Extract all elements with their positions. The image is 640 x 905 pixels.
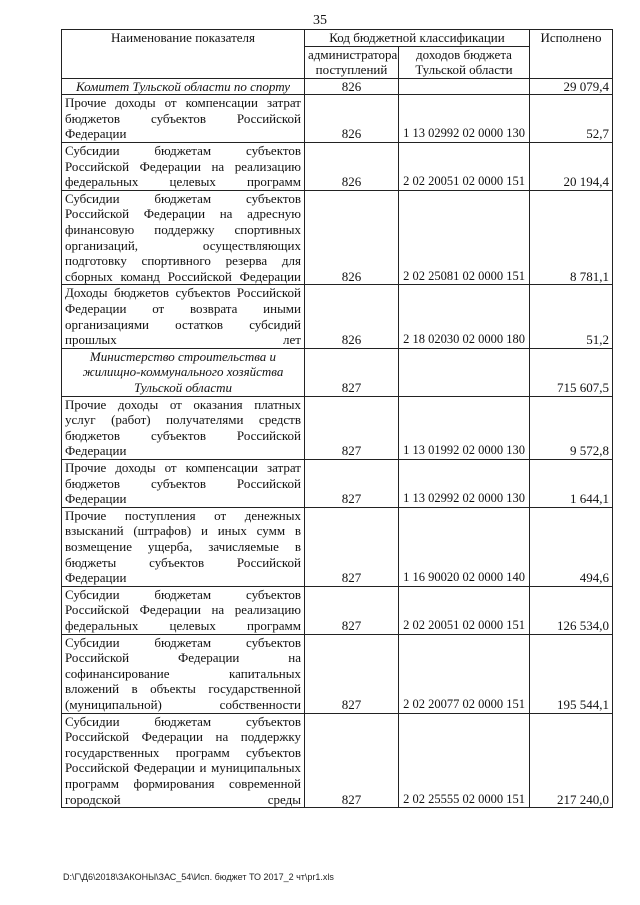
row-amount: 126 534,0: [530, 586, 613, 634]
row-name: Министерство строительства и жилищно-коммунального хозяйства Тульской области: [62, 348, 305, 396]
header-admin: администратора поступлений: [305, 46, 399, 78]
row-name: Доходы бюджетов субъектов Российской Федерации от возврата иными организациями остатков субсидий прошлых лет: [62, 285, 305, 348]
row-admin-code: 826: [305, 142, 399, 190]
org-row: [62, 348, 613, 396]
row-amount: 51,2: [530, 285, 613, 348]
table-row: [62, 634, 613, 713]
row-amount: 8 781,1: [530, 190, 613, 285]
table-row: [62, 459, 613, 507]
row-admin-code: 827: [305, 713, 399, 808]
row-amount: 1 644,1: [530, 459, 613, 507]
row-income-code: 1 16 90020 02 0000 140: [399, 507, 530, 586]
row-income-code: [399, 348, 530, 396]
row-name: Прочие доходы от компенсации затрат бюджетов субъектов Российской Федерации: [62, 95, 305, 143]
row-name: Прочие доходы от оказания платных услуг (работ) получателями средств бюджетов субъектов Российской Федерации: [62, 396, 305, 459]
row-income-code: [399, 78, 530, 95]
header-name: Наименование показателя: [62, 30, 305, 79]
table-row: [62, 713, 613, 808]
row-admin-code: 826: [305, 78, 399, 95]
row-admin-code: 827: [305, 459, 399, 507]
page-number: 35: [313, 13, 327, 28]
row-name: Субсидии бюджетам субъектов Российской Федерации на адресную финансовую поддержку спортивных организаций, осуществляющих подготовку спортивного резерва для сборных команд Российской Федерации: [62, 190, 305, 285]
row-amount: 217 240,0: [530, 713, 613, 808]
row-amount: 29 079,4: [530, 78, 613, 95]
table-row: [62, 95, 613, 143]
header-executed: Исполнено: [530, 30, 613, 79]
row-admin-code: 827: [305, 586, 399, 634]
row-amount: 20 194,4: [530, 142, 613, 190]
header-income: доходов бюджета Тульской области: [399, 46, 530, 78]
header-code: Код бюджетной классификации: [305, 30, 530, 47]
row-amount: 494,6: [530, 507, 613, 586]
row-income-code: 2 02 20077 02 0000 151: [399, 634, 530, 713]
row-name: Субсидии бюджетам субъектов Российской Федерации на поддержку государственных программ субъектов Российской Федерации и муниципальных программ формирования современной городской среды: [62, 713, 305, 808]
row-name: Субсидии бюджетам субъектов Российской Федерации на реализацию федеральных целевых программ: [62, 586, 305, 634]
row-admin-code: 826: [305, 95, 399, 143]
row-amount: 52,7: [530, 95, 613, 143]
row-admin-code: 826: [305, 190, 399, 285]
table-row: [62, 396, 613, 459]
org-row: [62, 78, 613, 95]
row-income-code: 2 02 20051 02 0000 151: [399, 586, 530, 634]
table-row: [62, 507, 613, 586]
row-admin-code: 827: [305, 348, 399, 396]
row-amount: 195 544,1: [530, 634, 613, 713]
table-body: [62, 78, 613, 808]
row-income-code: 1 13 02992 02 0000 130: [399, 95, 530, 143]
row-amount: 715 607,5: [530, 348, 613, 396]
row-admin-code: 827: [305, 634, 399, 713]
row-name: Субсидии бюджетам субъектов Российской Федерации на софинансирование капитальных вложений в объекты государственной (муниципальной) собственности: [62, 634, 305, 713]
row-name: Комитет Тульской области по спорту: [62, 78, 305, 95]
row-name: Субсидии бюджетам субъектов Российской Федерации на реализацию федеральных целевых программ: [62, 142, 305, 190]
table-header: [62, 30, 613, 79]
row-income-code: 1 13 02992 02 0000 130: [399, 459, 530, 507]
row-income-code: 2 18 02030 02 0000 180: [399, 285, 530, 348]
budget-table: [61, 29, 613, 808]
table-row: [62, 586, 613, 634]
row-admin-code: 827: [305, 507, 399, 586]
row-name: Прочие поступления от денежных взысканий (штрафов) и иных сумм в возмещение ущерба, зачисляемые в бюджеты субъектов Российской Федерации: [62, 507, 305, 586]
row-income-code: 2 02 25555 02 0000 151: [399, 713, 530, 808]
row-income-code: 2 02 20051 02 0000 151: [399, 142, 530, 190]
row-admin-code: 827: [305, 396, 399, 459]
row-admin-code: 826: [305, 285, 399, 348]
row-income-code: 1 13 01992 02 0000 130: [399, 396, 530, 459]
table-row: [62, 285, 613, 348]
row-amount: 9 572,8: [530, 396, 613, 459]
table-row: [62, 190, 613, 285]
row-name: Прочие доходы от компенсации затрат бюджетов субъектов Российской Федерации: [62, 459, 305, 507]
file-path: D:\Г\Д6\2018\ЗАКОНЫ\ЗАС_54\Исп. бюджет ТО 2017_2 чт\pr1.xls: [63, 872, 334, 882]
row-income-code: 2 02 25081 02 0000 151: [399, 190, 530, 285]
table-row: [62, 142, 613, 190]
